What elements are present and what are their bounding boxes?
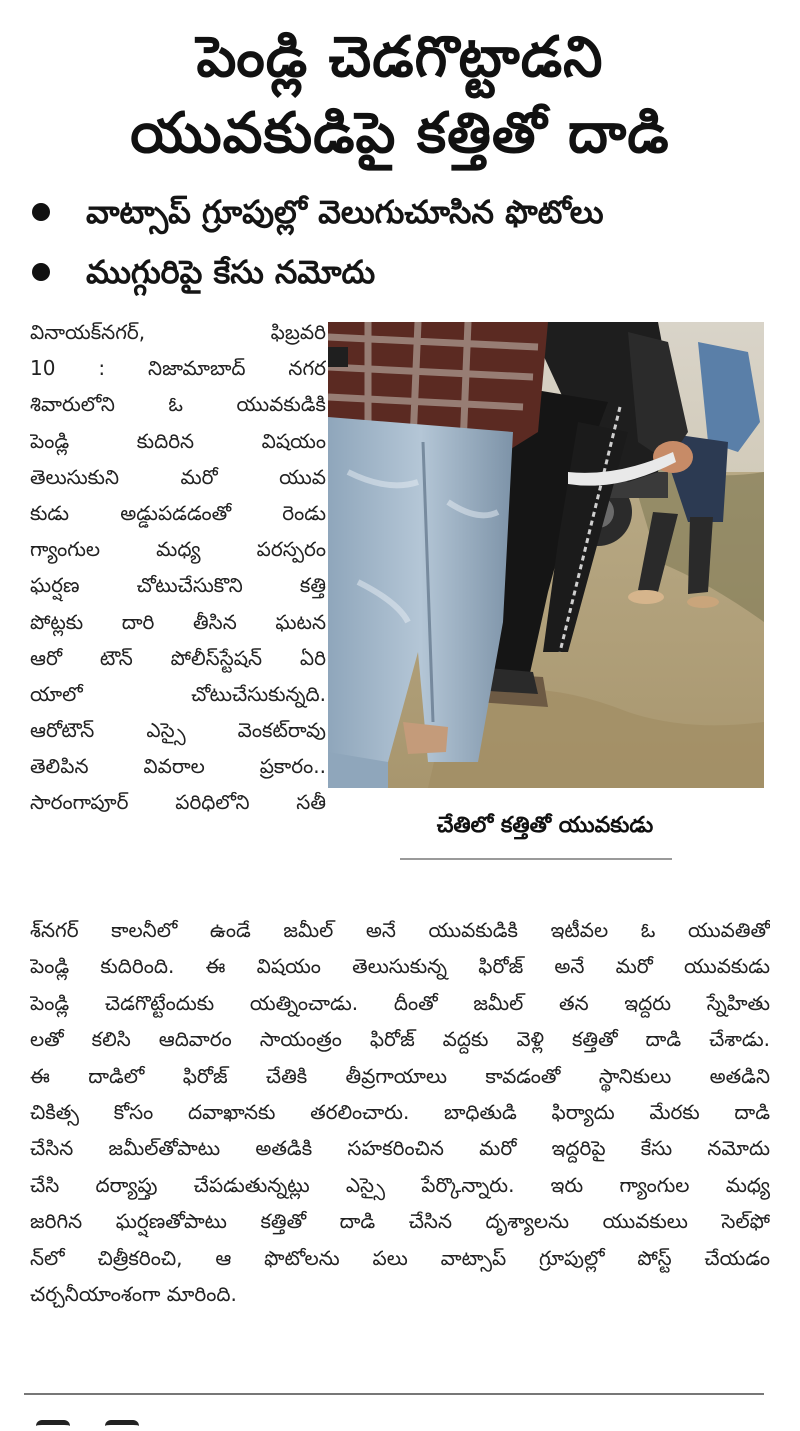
article-line: 10 : నిజామాబాద్‌ నగర [30,356,326,381]
article-line: శ్‌నగర్‌ కాలనీలో ఉండే జమీల్‌ అనే యువకుడికి ఇటీవల ఓ యువతితో [30,918,770,942]
article-line: వినాయక్‌నగర్‌, ఫిబ్రవరి [30,320,326,344]
bullet-text: ముగ్గురిపై కేసు నమోదు [86,253,376,291]
article-line: పోట్లకు దారి తీసిన ఘటన [30,609,326,634]
news-photo [328,322,764,788]
article-line: కుడు అడ్డుపడడంతో రెండు [30,500,326,525]
article-line: పెండ్లి కుదిరిన విషయం [30,428,326,453]
cropped-glyph [36,1420,70,1431]
bullet-point-2 [28,250,788,294]
headline-line-1: పెండ్లి చెడగొట్టాడని [196,25,604,90]
article-line: యాలో చోటుచేసుకున్నది. [30,681,326,706]
article-line: పెండ్లి చెడగొట్టేందుకు యత్నించాడు. దీంతో జమీల్‌ తన ఇద్దరు స్నేహితు [30,990,770,1015]
headline-line-2: యువకుడిపై కత్తితో దాడి [130,101,670,166]
article-bottom-divider [24,1393,764,1395]
article-line: చేసి దర్యాప్తు చేపడుతున్నట్లు ఎస్సై పేర్కొన్నారు. ఇరు గ్యాంగుల మధ్య [30,1172,770,1197]
bullet-point-1 [28,190,788,234]
article-line: ఆరోటౌన్‌ ఎస్సై వెంకట్‌రావు [30,718,326,743]
article-line: ఈ దాడిలో ఫిరోజ్‌ చేతికి తీవ్రగాయాలు కావడంతో స్థానికులు అతడిని [30,1063,770,1088]
article-line: ఘర్షణ చోటుచేసుకొని కత్తి [30,573,326,598]
article-line: చికిత్స కోసం దవాఖానకు తరలించారు. బాధితుడి ఫిర్యాదు మేరకు దాడి [30,1099,770,1124]
bullet-dot-icon [32,263,50,281]
article-line: తెలుసుకుని మరో యువ [30,464,326,489]
article-line: జరిగిన ఘర్షణతోపాటు కత్తితో దాడి చేసిన దృశ్యాలను యువకులు సెల్‌ఫో [30,1209,770,1234]
caption-divider [400,858,672,860]
article-line: చేసిన జమీల్‌తోపాటు అతడికి సహకరించిన మరో ఇద్దరిపై కేసు నమోదు [30,1136,770,1161]
article-body-narrow-column [30,314,326,821]
cropped-next-article-text [36,1418,536,1431]
article-line: తెలిపిన వివరాల ప్రకారం.. [30,754,326,779]
article-body-wide-column [30,912,770,1312]
cropped-glyph [105,1420,139,1431]
article-line: సారంగాపూర్‌ పరిధిలోని సతీ [30,790,326,815]
article-line: గ్యాంగుల మధ్య పరస్పరం [30,537,326,562]
article-line: న్‌లో చిత్రీకరించి, ఆ ఫొటోలను పలు వాట్సాప్‌ గ్రూపుల్లో పోస్ట్‌ చేయడం [30,1245,770,1270]
bullet-text: వాట్సాప్ గ్రూపుల్లో వెలుగుచూసిన ఫొటోలు [86,193,604,231]
article-line: పెండ్లి కుదిరింది. ఈ విషయం తెలుసుకున్న ఫిరోజ్‌ అనే మరో యువకుడు [30,954,770,979]
bullet-dot-icon [32,203,50,221]
article-line: చర్చనీయాంశంగా మారింది. [30,1281,237,1306]
photo-caption: చేతిలో కత్తితో యువకుడు [436,813,654,838]
article-line: లతో కలిసి ఆదివారం సాయంత్రం ఫిరోజ్‌ వద్దకు వెళ్లి కత్తితో దాడి చేశాడు. [30,1027,770,1052]
article-line: శివారులోని ఓ యువకుడికి [30,392,326,417]
article-line: ఆరో టౌన్‌ పోలీస్‌స్టేషన్‌ ఏరి [30,645,326,670]
